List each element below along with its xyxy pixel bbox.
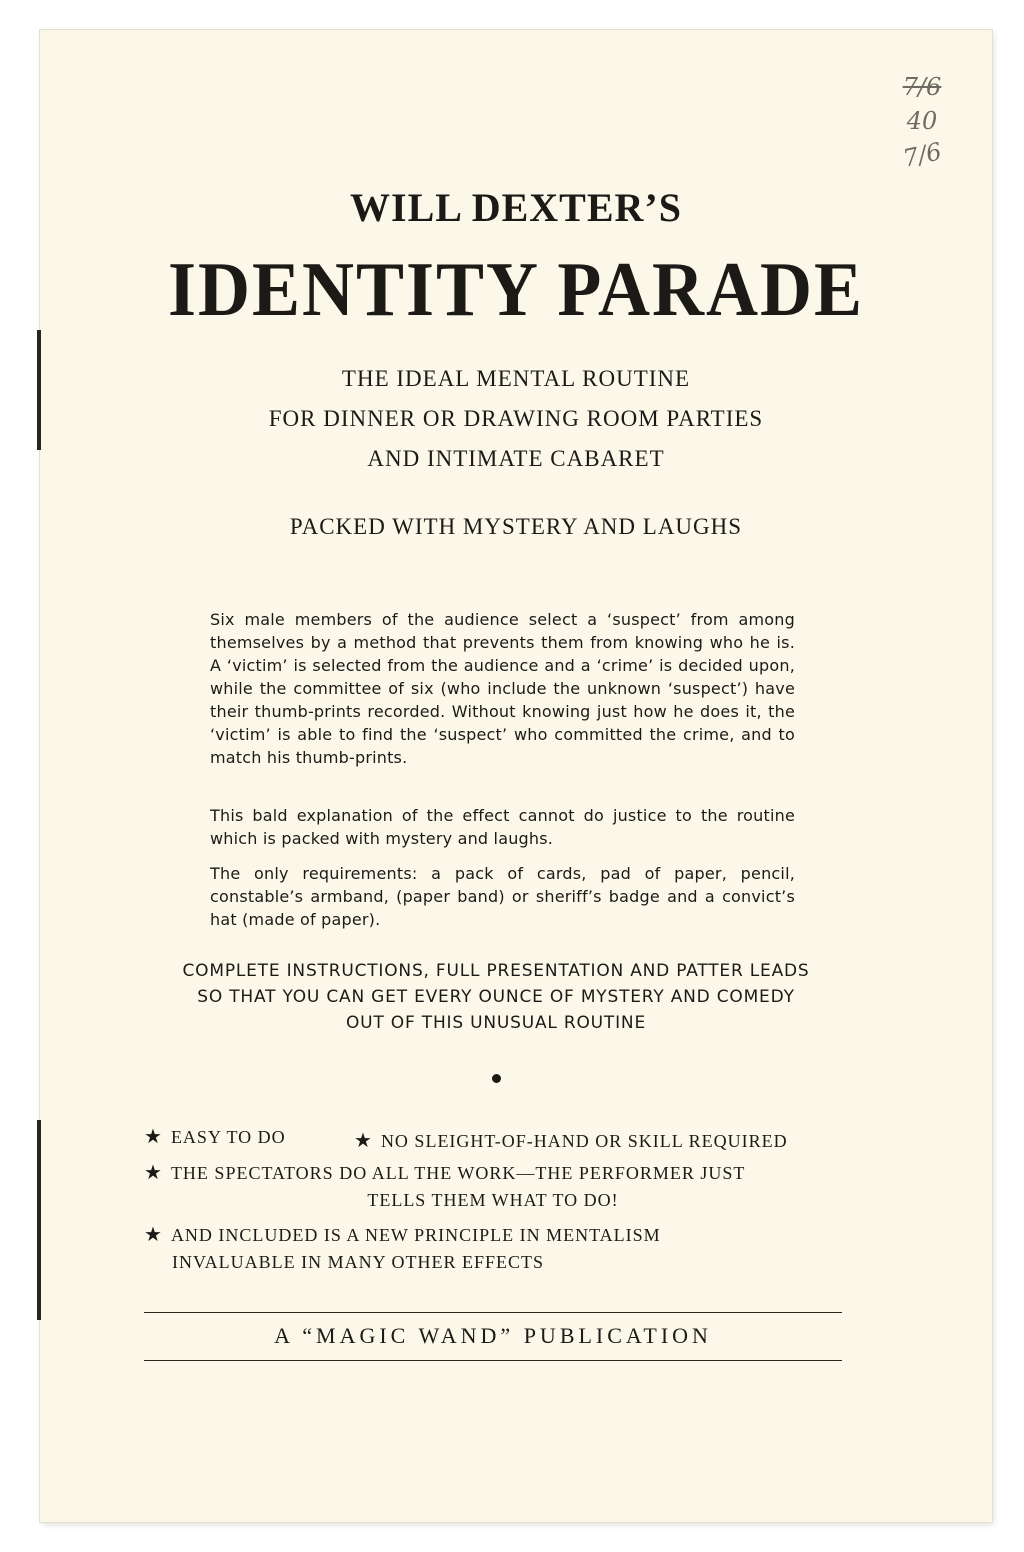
publication-credit: A “MAGIC WAND” PUBLICATION <box>274 1323 712 1348</box>
feature-principle-continued: INVALUABLE IN MANY OTHER EFFECTS <box>172 1252 545 1272</box>
handwritten-number: 40 <box>906 107 938 135</box>
star-icon: ★ <box>144 1160 163 1184</box>
instructions-block <box>140 958 852 1036</box>
handwritten-price: 7/6 <box>900 137 944 173</box>
subtitle-line-3: AND INTIMATE CABARET <box>367 446 665 471</box>
instructions-line-1: COMPLETE INSTRUCTIONS, FULL PRESENTATION AND PATTER LEADS <box>182 961 810 981</box>
description-paragraph-1: Six male members of the audience select a ‘suspect’ from among themselves by a method that prevents them from knowing who he is. A ‘victim’ is selected from the audience and a ‘crime’ is decided upon, while the committee of six (who include the unknown ‘suspect’) have their thumb-prints recorded. Without knowing just how he does it, the ‘victim’ is able to find the ‘suspect’ who committed the crime, and to match his thumb-prints. <box>210 610 795 767</box>
feature-principle-line-1: AND INCLUDED IS A NEW PRINCIPLE IN MENTALISM <box>170 1225 661 1245</box>
star-icon: ★ <box>144 1222 163 1246</box>
subtitle-line-1: THE IDEAL MENTAL ROUTINE <box>341 366 691 391</box>
requirements-paragraph: The only requirements: a pack of cards, pad of paper, pencil, constable’s armband, (paper band) or sheriff’s badge and a convict’s hat (made of paper). <box>210 864 795 929</box>
feature-spectators-continued: TELLS THEM WHAT TO DO! <box>367 1190 619 1210</box>
binding-shadow <box>37 1120 41 1320</box>
document-page <box>40 30 992 1522</box>
star-icon: ★ <box>354 1128 373 1152</box>
main-title: IDENTITY PARADE <box>167 245 865 333</box>
feature-easy <box>144 1122 286 1151</box>
handwritten-struck-number: 7/6 <box>902 73 942 101</box>
instructions-line-2: SO THAT YOU CAN GET EVERY OUNCE OF MYSTERY AND COMEDY <box>197 987 795 1007</box>
subtitle-line-2: FOR DINNER OR DRAWING ROOM PARTIES <box>268 406 764 431</box>
description-paragraph-2: This bald explanation of the effect cannot do justice to the routine which is packed with mystery and laughs. <box>210 806 795 848</box>
author-line: WILL DEXTER’S <box>350 185 682 230</box>
tagline: PACKED WITH MYSTERY AND LAUGHS <box>289 514 743 539</box>
bottom-rule <box>144 1360 842 1361</box>
instructions-line-3: OUT OF THIS UNUSUAL ROUTINE <box>346 1013 646 1033</box>
star-icon: ★ <box>144 1124 163 1148</box>
handwritten-annotation <box>882 70 962 172</box>
feature-easy-text: EASY TO DO <box>170 1127 286 1147</box>
feature-no-sleight-text: NO SLEIGHT-OF-HAND OR SKILL REQUIRED <box>380 1131 788 1151</box>
feature-principle <box>144 1220 661 1249</box>
feature-spectators <box>144 1158 844 1187</box>
top-rule <box>144 1312 842 1313</box>
section-bullet <box>492 1074 501 1083</box>
feature-spectators-line-1: THE SPECTATORS DO ALL THE WORK—THE PERFORMER JUST <box>170 1163 746 1183</box>
feature-no-sleight <box>354 1126 788 1155</box>
